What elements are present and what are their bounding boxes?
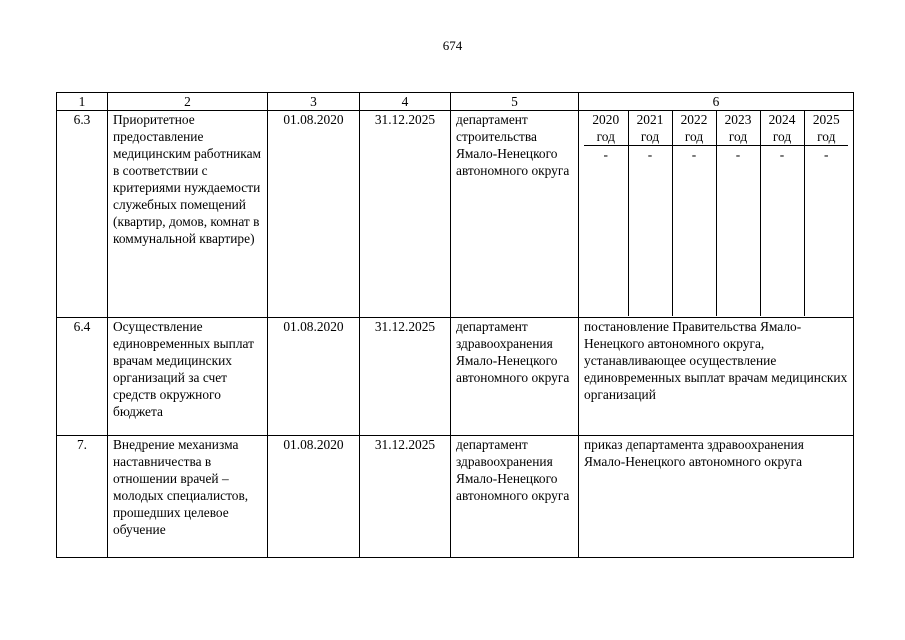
measure-name: Осуществление единовременных выплат врачам медицинских организаций за счет средств окружного бюджета (108, 318, 268, 436)
end-date: 31.12.2025 (360, 318, 451, 436)
year-label: 2024 год (760, 111, 804, 146)
year-value: - (603, 147, 608, 162)
column-number-row (57, 93, 854, 111)
year-value: - (672, 146, 716, 317)
yearly-values-table (584, 111, 848, 316)
row-number: 6.3 (57, 111, 108, 318)
end-date: 31.12.2025 (360, 436, 451, 558)
measures-table (56, 92, 854, 558)
column-number: 5 (451, 93, 579, 111)
row-number: 6.4 (57, 318, 108, 436)
year-label: 2021 год (628, 111, 672, 146)
year-label: 2023 год (716, 111, 760, 146)
start-date: 01.08.2020 (268, 436, 360, 558)
expected-result: приказ департамента здравоохранения Ямало-Ненецкого автономного округа (579, 436, 854, 558)
column-number: 1 (57, 93, 108, 111)
year-header-row (584, 111, 848, 146)
column-number: 4 (360, 93, 451, 111)
responsible-department: департамент здравоохранения Ямало-Ненецкого автономного округа (451, 318, 579, 436)
start-date: 01.08.2020 (268, 318, 360, 436)
year-label: 2025 год (804, 111, 848, 146)
column-number: 3 (268, 93, 360, 111)
measure-name: Внедрение механизма наставничества в отношении врачей – молодых специалистов, прошедших целевое обучение (108, 436, 268, 558)
end-date: 31.12.2025 (360, 111, 451, 318)
year-label: 2022 год (672, 111, 716, 146)
table-row (57, 436, 854, 558)
row-number: 7. (57, 436, 108, 558)
year-value: - (760, 146, 804, 317)
column-number: 2 (108, 93, 268, 111)
responsible-department: департамент строительства Ямало-Ненецкого автономного округа (451, 111, 579, 318)
page-number: 674 (442, 38, 463, 53)
year-value-row (584, 146, 848, 317)
table-row (57, 318, 854, 436)
yearly-values-cell (579, 111, 854, 318)
year-label: 2020 год (584, 111, 628, 146)
measure-name: Приоритетное предоставление медицинским работникам в соответствии с критериями нуждаемости служебных помещений (квартир, домов, комнат в коммунальной квартире) (108, 111, 268, 318)
column-number: 6 (579, 93, 854, 111)
year-value: - (716, 146, 760, 317)
year-value: - (628, 146, 672, 317)
table-row (57, 111, 854, 318)
year-value: - (804, 146, 848, 317)
start-date: 01.08.2020 (268, 111, 360, 318)
expected-result: постановление Правительства Ямало-Ненецкого автономного округа, устанавливающее осуществление единовременных выплат врачам медицинских организаций (579, 318, 854, 436)
responsible-department: департамент здравоохранения Ямало-Ненецкого автономного округа (451, 436, 579, 558)
